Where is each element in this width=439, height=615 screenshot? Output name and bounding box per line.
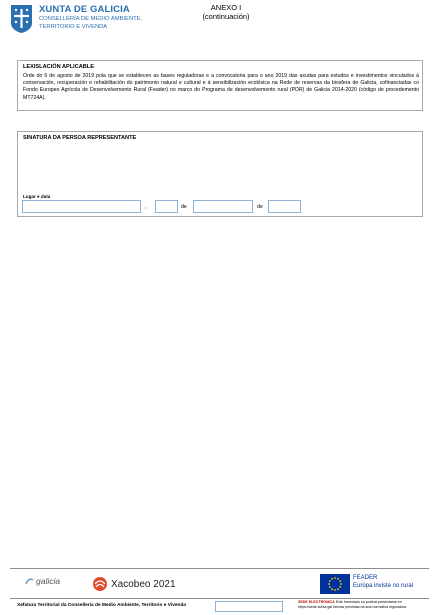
org-subtitle-line2: TERRITORIO E VIVENDA xyxy=(39,24,108,30)
place-date-label: Lugar e data xyxy=(23,194,51,199)
xacobeo-logo xyxy=(92,576,176,592)
annex-subtitle: (continuación) xyxy=(202,12,250,21)
department-name: Xefatura Territorial da Consellería de Medio Ambiente, Territorio e Vivenda xyxy=(17,603,187,608)
feader-slogan: Europa inviste no rural xyxy=(353,583,414,589)
org-title: XUNTA DE GALICIA xyxy=(39,4,130,15)
xunta-logo xyxy=(10,4,142,34)
xacobeo-shell-icon xyxy=(92,576,108,592)
sede-label: SEDE ELECTRÓNICA xyxy=(298,600,335,604)
galicia-wordmark: galicia xyxy=(36,576,61,586)
eu-flag-icon xyxy=(320,574,350,594)
xunta-emblem-icon xyxy=(10,4,33,34)
galicia-logo xyxy=(24,576,60,586)
legislation-text: Orde do 6 de agosto de 2019 pola que se establecen as bases reguladoras e a convocatoria para o ano 2019 das axudas para estudos e investimentos vinculados á conservación, recuperación e rehabilitación do patrimonio natural e cultural e á sensibilización ecolóxica na Rede de reservas da biosfera de Galicia, cofinanciadas co Fondo Europeo Agrícola de Desenvolvemento Rural (Feader) no marco do Programa de desenvolvemento rural (PDR) de Galicia 2014-2020 (código de procedemento MT724A). xyxy=(23,73,419,101)
annex-heading xyxy=(196,3,256,21)
footer-divider-top xyxy=(10,568,429,569)
legislation-title: LEXISLACIÓN APLICABLE xyxy=(23,64,94,70)
annex-title: ANEXO I xyxy=(210,3,242,12)
sede-note-line2: formas previstas na súa normativa reguladora xyxy=(333,604,407,609)
sede-url[interactable]: https://sede.xunta.gal xyxy=(298,604,333,609)
registry-code-input[interactable] xyxy=(215,601,283,612)
org-subtitle-line1: CONSELLERÍA DE MEDIO AMBIENTE, xyxy=(39,16,143,22)
day-input[interactable] xyxy=(155,200,178,213)
signature-title: SINATURA DA PERSOA REPRESENTANTE xyxy=(23,135,137,141)
place-input[interactable] xyxy=(22,200,141,213)
year-input[interactable] xyxy=(268,200,301,213)
feader-title: FEADER xyxy=(353,575,378,581)
sede-note-line1: Este formulario só poderá presentarse en xyxy=(335,600,402,604)
month-input[interactable] xyxy=(193,200,253,213)
galicia-mark-icon xyxy=(24,576,34,586)
legislation-section xyxy=(17,60,423,111)
de-separator-2: de xyxy=(257,204,263,210)
electronic-office-notice xyxy=(298,600,433,609)
xacobeo-wordmark: Xacobeo 2021 xyxy=(111,578,176,590)
signature-section xyxy=(17,131,423,217)
de-separator-1: de xyxy=(181,204,187,210)
feader-label xyxy=(353,574,413,590)
footer-divider-bottom xyxy=(10,598,429,599)
comma-separator: , xyxy=(145,204,147,210)
